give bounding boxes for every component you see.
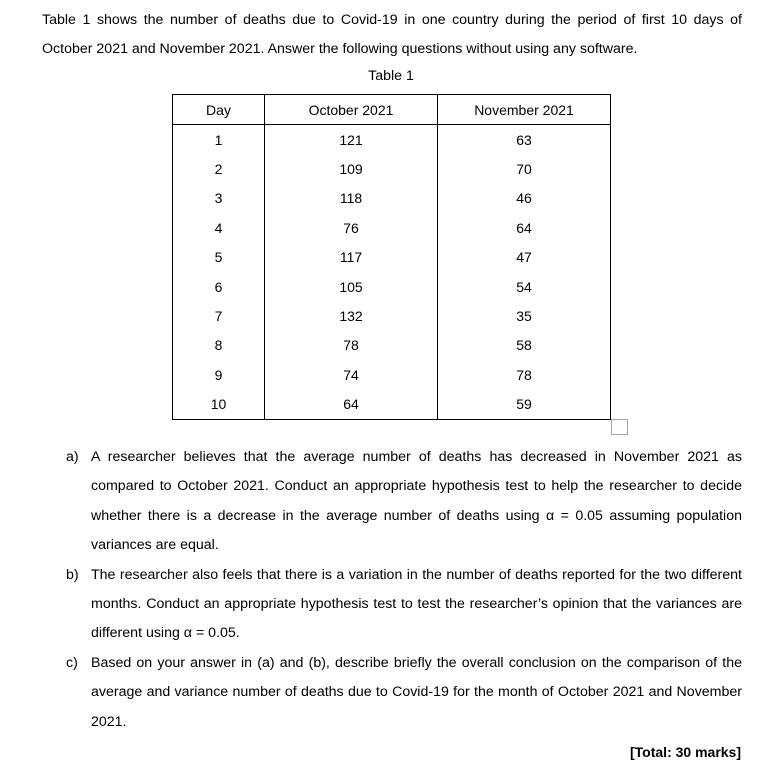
table-row [173,125,611,155]
cell-day: 10 [173,390,265,420]
question-label: b) [66,566,79,583]
question-label: a) [66,449,79,465]
header-november: November 2021 [438,95,611,125]
cell-october: 105 [265,272,438,301]
question-a [66,443,742,561]
table-row [173,154,611,183]
question-c [66,649,742,737]
cell-october: 78 [265,331,438,360]
cell-november: 58 [438,331,611,360]
question-text: Based on your answer in (a) and (b), describe briefly the overall conclusion on the comparison of the average and variance number of deaths due to Covid-19 for the month of October 2021 and November 2021. [91,654,742,730]
cell-day: 9 [173,360,265,389]
cell-october: 118 [265,184,438,213]
header-october: October 2021 [265,95,438,125]
question-text: The researcher also feels that there is a variation in the number of deaths reported for the two different months. Conduct an appropriate hypothesis test to test the researcher’s opinion that the variances are different using α = 0.05. [91,566,742,642]
cell-november: 47 [438,243,611,272]
cell-day: 8 [173,331,265,360]
table-header-row [173,95,611,125]
table-row [173,331,611,360]
cell-october: 132 [265,301,438,330]
cell-day: 3 [173,184,265,213]
cell-november: 46 [438,184,611,213]
table-row [173,272,611,301]
cell-november: 59 [438,390,611,420]
cell-november: 35 [438,301,611,330]
cell-november: 64 [438,213,611,242]
cell-november: 78 [438,360,611,389]
cell-day: 4 [173,213,265,242]
question-b [66,561,742,649]
cell-october: 109 [265,154,438,183]
deaths-table [172,94,611,420]
cell-november: 63 [438,125,611,155]
cell-day: 5 [173,243,265,272]
table-resize-handle[interactable] [611,419,628,435]
header-day: Day [173,95,265,125]
table-row [173,243,611,272]
cell-day: 6 [173,272,265,301]
intro-paragraph: Table 1 shows the number of deaths due to Covid-19 in one country during the period of first 10 days of October 2021 and November 2021. Answer the following questions without using any software. [42,12,742,57]
cell-day: 7 [173,301,265,330]
table-row [173,184,611,213]
question-list [66,443,742,737]
cell-october: 121 [265,125,438,155]
question-text: A researcher believes that the average number of deaths has decreased in November 2021 as compared to October 2021. Conduct an appropriate hypothesis test to help the researcher to decide whether there is a decrease in the average number of deaths using α = 0.05 assuming population variances are equal. [91,449,742,554]
table-row [173,360,611,389]
question-label: c) [66,654,78,671]
table-row [173,301,611,330]
cell-october: 64 [265,390,438,420]
cell-day: 1 [173,125,265,155]
cell-day: 2 [173,154,265,183]
table-row [173,390,611,420]
cell-october: 117 [265,243,438,272]
cell-october: 76 [265,213,438,242]
cell-november: 54 [438,272,611,301]
cell-november: 70 [438,154,611,183]
table-row [173,213,611,242]
table-caption: Table 1 [368,68,414,84]
total-marks: [Total: 30 marks] [630,744,741,760]
cell-october: 74 [265,360,438,389]
